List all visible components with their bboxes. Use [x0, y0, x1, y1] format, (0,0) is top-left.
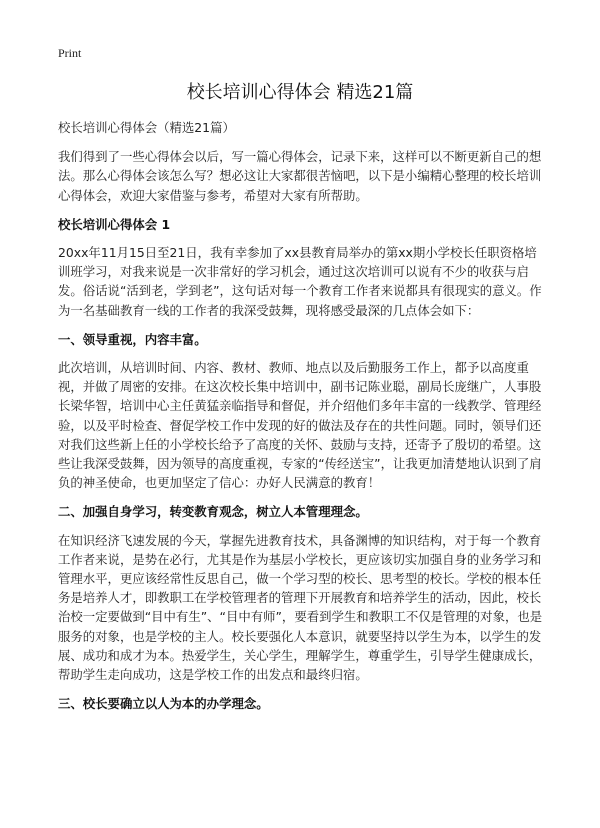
article-subtitle: 校长培训心得体会（精选21篇）: [58, 120, 235, 135]
article-body: [58, 118, 546, 722]
point2-heading: 二、加强自身学习，转变教育观念，树立人本管理理念。: [58, 504, 368, 520]
point1-heading: 一、领导重视，内容丰富。: [58, 331, 207, 347]
point1-paragraph: 此次培训，从培训时间、内容、教材、教师、地点以及后勤服务工作上，都予以高度重视，并做了周密的安排。在这次校长集中培训中，副书记陈业聪，副局长庞继广，人事股长梁华智，培训中心主任黄猛亲临指导和督促，并介绍他们多年丰富的一线教学、管理经验，以及平时检查、督促学校工作中发现的好的做法及存在的共性问题。同时，领导们还对我们这些新上任的小学校长给予了高度的关怀、鼓励与支持，还寄予了殷切的希望。这些让我深受鼓舞，因为领导的高度重视，专家的“传经送宝”，让我更加清楚地认识到了肩负的神圣使命，也更加坚定了信心：办好人民满意的教育！: [58, 360, 542, 491]
intro-paragraph: 我们得到了一些心得体会以后，写一篇心得体会，记录下来，这样可以不断更新自己的想法。那么心得体会该怎么写？想必这让大家都很苦恼吧，以下是小编精心整理的校长培训心得体会，欢迎大家借鉴与参考，希望对大家有所帮助。: [58, 149, 542, 203]
page-title: 校长培训心得体会 精选21篇: [186, 82, 414, 103]
print-link[interactable]: Print: [58, 46, 82, 60]
point2-paragraph: 在知识经济飞速发展的今天，掌握先进教育技术，具备渊博的知识结构，对于每一个教育工作者来说，是势在必行，尤其是作为基层小学校长，更应该切实加强自身的业务学习和管理水平，更应该经常性反思自己，做一个学习型的校长、思考型的校长。学校的根本任务是培养人才，即教职工在学校管理者的管理下开展教育和培养学生的活动，因此，校长治校一定要做到“目中有生”、“目中有师”，要看到学生和教职工不仅是管理的对象，也是服务的对象，也是学校的主人。校长要强化人本意识，就要坚持以学生为本，以学生的发展、成功和成才为本。热爱学生，关心学生，理解学生，尊重学生，引导学生健康成长，帮助学生走向成功，这是学校工作的出发点和最终归宿。: [58, 532, 543, 683]
point3-heading: 三、校长要确立以人为本的办学理念。: [58, 696, 269, 712]
section1-intro-paragraph: 20xx年11月15日至21日，我有幸参加了xx县教育局举办的第xx期小学校长任职资格培训班学习，对我来说是一次非常好的学习机会，通过这次培训可以说有不少的收获与启发。俗话说“活到老，学到老”，这句话对每一个教育工作者来说都具有很现实的意义。作为一名基础教育一线的工作者的我深受鼓舞，现将感受最深的几点体会如下：: [58, 245, 542, 318]
section1-heading: 校长培训心得体会 1: [58, 216, 171, 232]
